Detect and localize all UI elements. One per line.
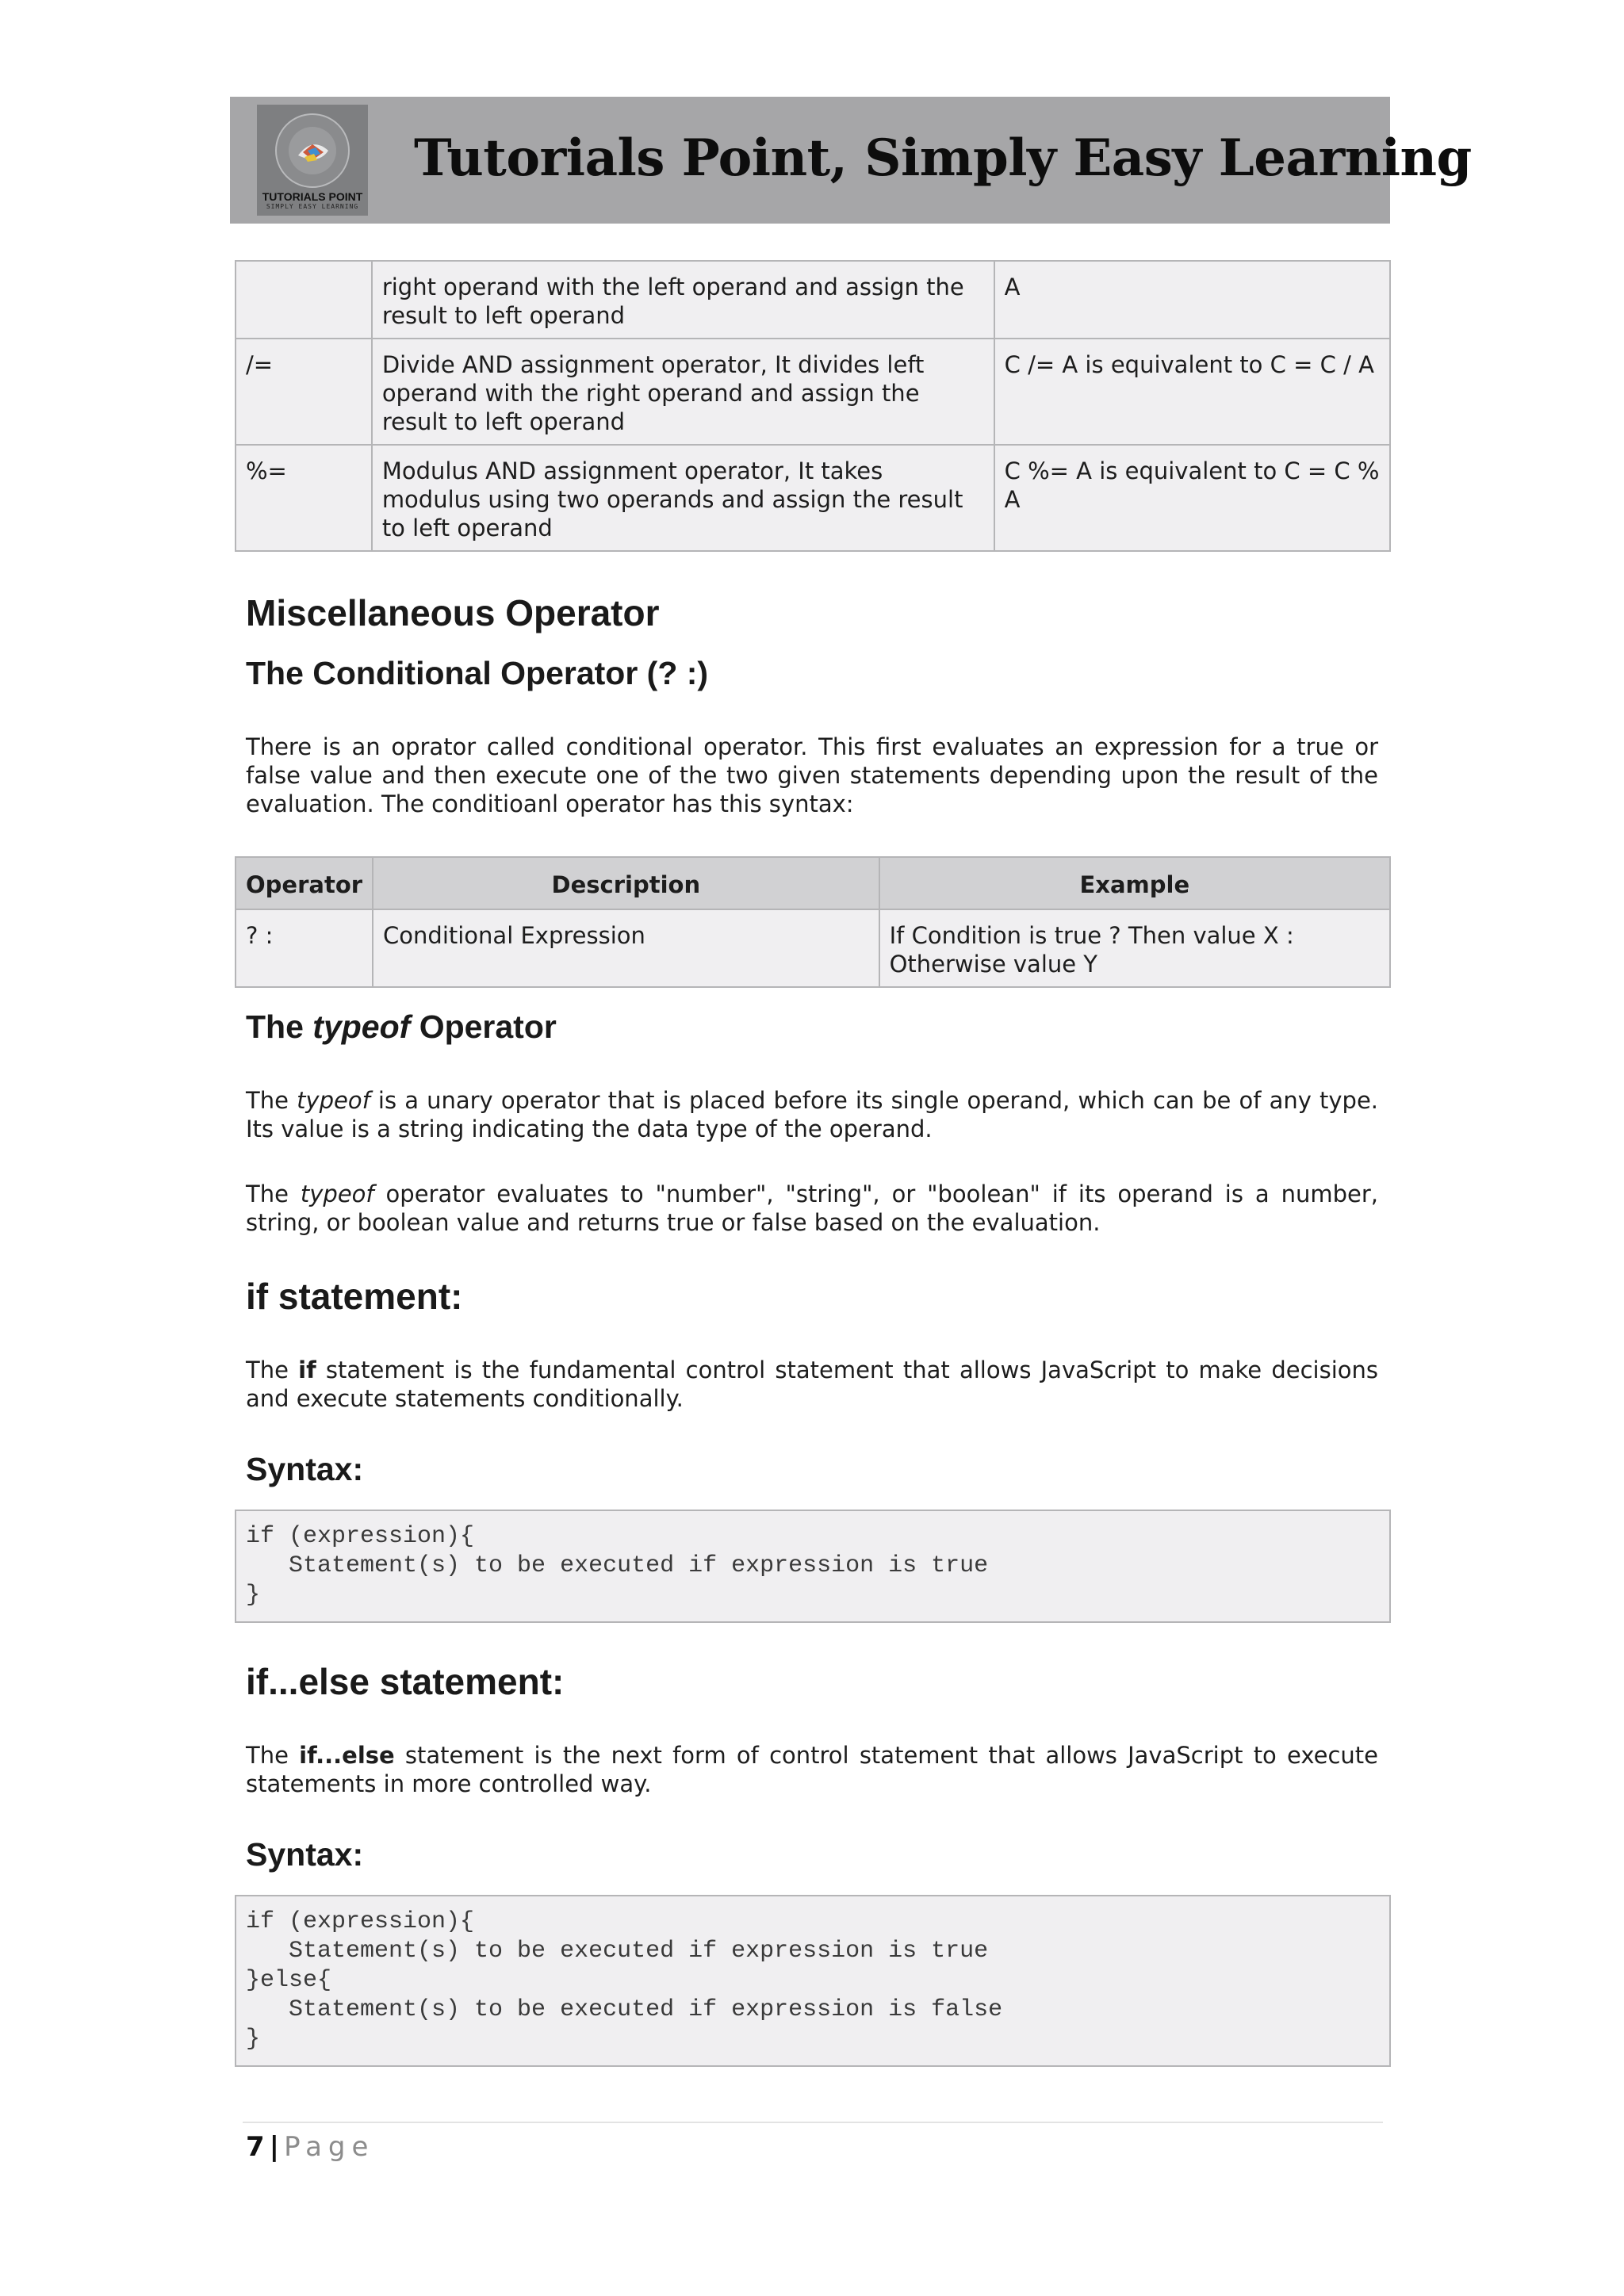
- assignment-operators-table: [235, 260, 1391, 552]
- description-cell: Modulus AND assignment operator, It takes modulus using two operands and assign the result to left operand: [372, 445, 994, 551]
- logo-tagline: SIMPLY EASY LEARNING: [266, 203, 359, 210]
- if-else-syntax-code-block: [235, 1895, 1391, 2067]
- description-cell: Conditional Expression: [373, 909, 879, 987]
- typeof-paragraph-1: [246, 1086, 1378, 1143]
- typeof-heading-pre: The: [246, 1008, 313, 1045]
- operator-cell: /=: [236, 339, 372, 445]
- page-label: Page: [284, 2131, 375, 2163]
- text-run: is a unary operator that is placed before its single operand, which can be of any type. Its value is a string indicating the data type of the operand.: [246, 1087, 1379, 1142]
- typeof-keyword: typeof: [300, 1181, 374, 1207]
- table-row: [236, 445, 1390, 551]
- text-run: The: [246, 1742, 300, 1769]
- if-keyword: if: [298, 1357, 316, 1383]
- text-run: statement is the next form of control statement that allows JavaScript to execute statements in more controlled way.: [246, 1742, 1378, 1797]
- if-else-statement-heading: if...else statement:: [246, 1661, 565, 1702]
- code-line: if (expression){: [246, 1908, 475, 1935]
- if-statement-paragraph: [246, 1356, 1378, 1413]
- table-header-row: [236, 857, 1390, 909]
- code-line: }: [246, 1582, 261, 1609]
- text-run: The: [246, 1181, 301, 1207]
- page-number: 7: [246, 2131, 265, 2163]
- if-statement-heading: if statement:: [246, 1276, 463, 1317]
- code-line: Statement(s) to be executed if expression is false: [246, 1996, 1003, 2023]
- if-syntax-code-block: [235, 1510, 1391, 1623]
- footer-divider: [243, 2122, 1383, 2123]
- typeof-paragraph-2: [246, 1180, 1378, 1237]
- header-banner: [230, 97, 1472, 224]
- misc-operator-heading: Miscellaneous Operator: [246, 592, 660, 633]
- description-cell: Divide AND assignment operator, It divides left operand with the right operand and assign the result to left operand: [372, 339, 994, 445]
- code-line: Statement(s) to be executed if expression is true: [246, 1552, 989, 1579]
- description-cell: right operand with the left operand and assign the result to left operand: [372, 261, 994, 339]
- table-row: [236, 339, 1390, 445]
- table-row: [236, 261, 1390, 339]
- column-header-operator: Operator: [236, 857, 373, 909]
- if-syntax-heading: Syntax:: [246, 1451, 364, 1487]
- typeof-keyword: typeof: [297, 1087, 370, 1114]
- example-cell: C %= A is equivalent to C = C % A: [994, 445, 1390, 551]
- footer-separator: |: [269, 2131, 280, 2163]
- conditional-operator-heading: The Conditional Operator (? :): [246, 655, 709, 691]
- operator-cell: [236, 261, 372, 339]
- if-else-keyword: if...else: [299, 1742, 395, 1769]
- page-footer: [246, 2131, 374, 2163]
- example-cell: A: [994, 261, 1390, 339]
- example-cell: C /= A is equivalent to C = C / A: [994, 339, 1390, 445]
- conditional-operator-table: [235, 856, 1391, 988]
- typeof-heading-post: Operator: [410, 1008, 557, 1045]
- text-run: The: [246, 1087, 297, 1114]
- operator-cell: ? :: [236, 909, 373, 987]
- table-row: [236, 909, 1390, 987]
- column-header-example: Example: [879, 857, 1390, 909]
- text-run: The: [246, 1357, 299, 1383]
- column-header-description: Description: [373, 857, 879, 909]
- if-else-statement-paragraph: [246, 1741, 1378, 1798]
- tutorials-point-logo: [257, 105, 368, 216]
- operator-cell: %=: [236, 445, 372, 551]
- conditional-operator-paragraph: There is an oprator called conditional operator. This first evaluates an expression for a true or false value and then execute one of the two given statements depending upon the result of the evaluation. The conditioanl operator has this syntax:: [246, 733, 1378, 817]
- text-run: operator evaluates to "number", "string", or "boolean" if its operand is a number, string, or boolean value and returns true or false based on the evaluation.: [246, 1181, 1378, 1236]
- example-cell: If Condition is true ? Then value X : Otherwise value Y: [879, 909, 1390, 987]
- typeof-operator-heading: [246, 1008, 557, 1046]
- if-else-syntax-heading: Syntax:: [246, 1836, 364, 1873]
- logo-text: TUTORIALS POINT: [262, 190, 363, 203]
- typeof-heading-em: typeof: [312, 1008, 411, 1045]
- text-run: statement is the fundamental control statement that allows JavaScript to make decisions and execute statements conditionally.: [246, 1357, 1379, 1412]
- code-line: }: [246, 2026, 261, 2053]
- header-title: Tutorials Point, Simply Easy Learning: [414, 128, 1472, 188]
- code-line: if (expression){: [246, 1523, 475, 1550]
- code-line: Statement(s) to be executed if expression is true: [246, 1938, 989, 1965]
- code-line: }else{: [246, 1967, 332, 1994]
